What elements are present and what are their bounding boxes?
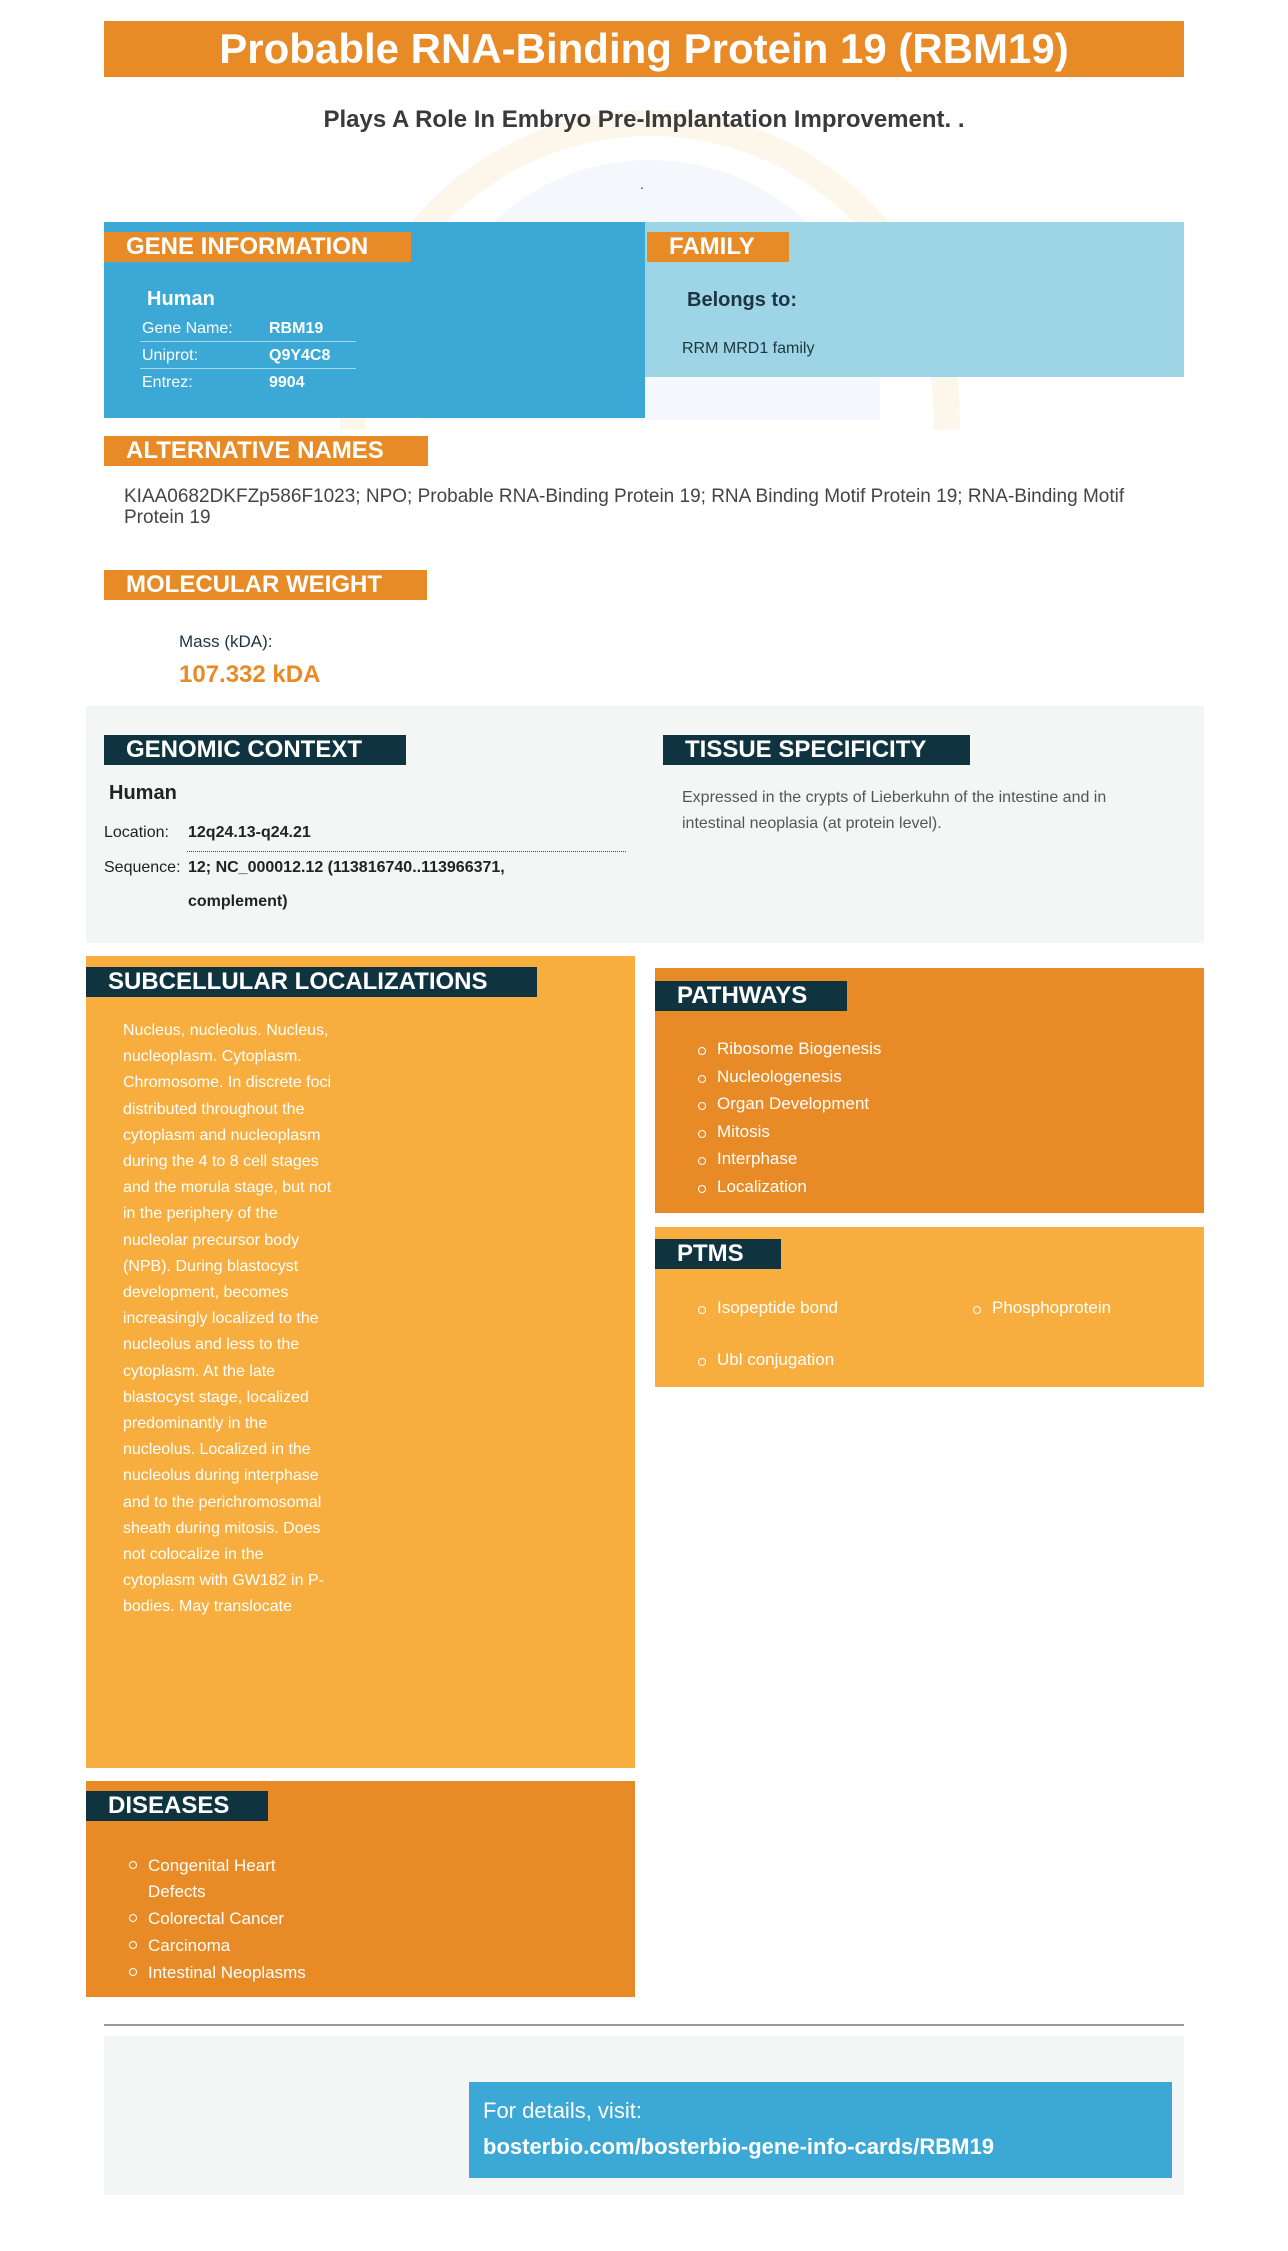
ptms-list xyxy=(695,1350,834,1370)
alternative-names-text: KIAA0682DKFZp586F1023; NPO; Probable RNA-Binding Protein 19; RNA Binding Motif Protein 19; RNA-Binding Motif Protein 19 xyxy=(124,486,1125,528)
disease-item: Intestinal Neoplasms xyxy=(126,1960,326,1986)
gene-row-value: RBM19 xyxy=(269,320,324,337)
pathway-item: Organ Development xyxy=(695,1094,881,1122)
pathways-list xyxy=(695,1039,881,1205)
tissue-specificity-text: Expressed in the crypts of Lieberkuhn of the intestine and in intestinal neoplasia (at protein level). xyxy=(682,789,1107,832)
stray-dot: . xyxy=(640,176,644,192)
ptm-item: Isopeptide bond xyxy=(695,1298,838,1318)
pathway-item: Interphase xyxy=(695,1149,881,1177)
details-link-box[interactable] xyxy=(469,2082,1172,2178)
details-label: For details, visit: xyxy=(483,2098,642,2123)
gene-row-label: Entrez: xyxy=(142,374,193,391)
molecular-weight-heading: MOLECULAR WEIGHT xyxy=(104,570,427,600)
gene-row-entrez xyxy=(140,369,356,396)
family-value: RRM MRD1 family xyxy=(682,340,815,357)
disease-item: Congenital Heart Defects xyxy=(126,1853,326,1905)
pathway-item: Ribosome Biogenesis xyxy=(695,1039,881,1067)
details-url-link[interactable]: bosterbio.com/bosterbio-gene-info-cards/RBM19 xyxy=(483,2134,994,2159)
family-label: Belongs to: xyxy=(687,289,797,311)
pathway-item: Localization xyxy=(695,1177,881,1205)
family-heading: FAMILY xyxy=(647,232,789,262)
gene-row-label: Uniprot: xyxy=(142,347,199,364)
pathway-item: Nucleologenesis xyxy=(695,1067,881,1095)
diseases-list xyxy=(126,1853,326,1987)
alternative-names-heading: ALTERNATIVE NAMES xyxy=(104,436,428,466)
mass-value: 107.332 kDA xyxy=(179,661,321,688)
mass-label: Mass (kDA): xyxy=(179,632,273,651)
ptm-item: Phosphoprotein xyxy=(970,1298,1111,1318)
disease-item: Carcinoma xyxy=(126,1933,326,1959)
gene-species: Human xyxy=(147,288,215,310)
gene-row-value: 9904 xyxy=(269,374,305,391)
gene-row-value: Q9Y4C8 xyxy=(269,347,331,364)
ptms-list xyxy=(695,1298,838,1318)
location-value: 12q24.13-q24.21 xyxy=(188,824,311,841)
diseases-heading: DISEASES xyxy=(86,1791,268,1821)
sequence-value: 12; NC_000012.12 (113816740..113966371, complement) xyxy=(188,859,505,910)
ptm-item: Ubl conjugation xyxy=(695,1350,834,1370)
gene-row-name xyxy=(140,315,356,342)
footer-divider xyxy=(104,2024,1184,2026)
page-title: Probable RNA-Binding Protein 19 (RBM19) xyxy=(104,21,1184,77)
page-subtitle: Plays A Role In Embryo Pre-Implantation Improvement. . xyxy=(323,106,965,133)
sequence-label: Sequence: xyxy=(104,859,181,876)
disease-item: Colorectal Cancer xyxy=(126,1906,326,1932)
gene-information-heading: GENE INFORMATION xyxy=(104,232,411,262)
subcellular-text: Nucleus, nucleolus. Nucleus, nucleoplasm. Cytoplasm. Chromosome. In discrete foci distributed throughout the cytoplasm and nucleoplasm during the 4 to 8 cell stages and the morula stage, but not in the periphery of the nucleolar precursor body (NPB). During blastocyst development, becomes increasingly localized to the nucleolus and less to the cytoplasm. At the late blastocyst stage, localized predominantly in the nucleolus. Localized in the nucleolus during interphase and to the perichromosomal sheath during mitosis. Does not colocalize in the cytoplasm with GW182 in P-bodies. May translocate xyxy=(123,1022,332,1616)
pathways-heading: PATHWAYS xyxy=(655,981,847,1011)
genomic-species: Human xyxy=(109,782,177,804)
pathway-item: Mitosis xyxy=(695,1122,881,1150)
gene-row-label: Gene Name: xyxy=(142,320,233,337)
ptms-list xyxy=(970,1298,1111,1318)
genomic-context-heading: GENOMIC CONTEXT xyxy=(104,735,406,765)
subcellular-heading: SUBCELLULAR LOCALIZATIONS xyxy=(86,967,537,997)
location-label: Location: xyxy=(104,824,169,841)
ptms-heading: PTMS xyxy=(655,1239,781,1269)
tissue-specificity-heading: TISSUE SPECIFICITY xyxy=(663,735,970,765)
gene-row-uniprot xyxy=(140,342,356,369)
